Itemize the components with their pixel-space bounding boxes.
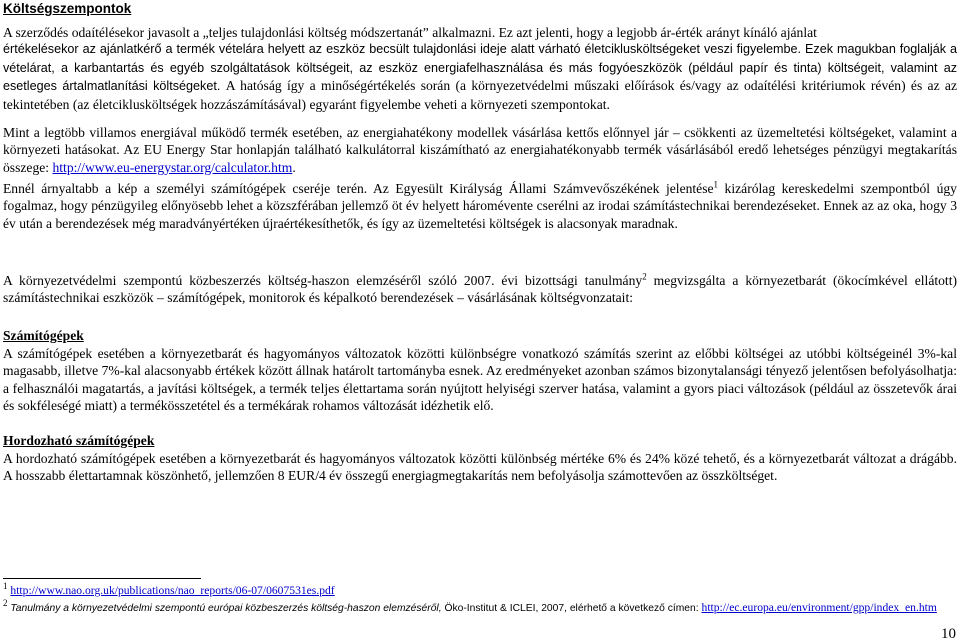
section-computers (3, 327, 957, 414)
page-number: 10 (941, 626, 956, 642)
footnote-ref-2[interactable]: 2 (642, 271, 647, 282)
paragraph-energy-star (3, 124, 957, 176)
footnote-number: 2 (3, 598, 8, 609)
gpp-link[interactable]: http://ec.europa.eu/environment/gpp/index_en.htm (701, 601, 937, 614)
footnote-number: 1 (3, 581, 8, 592)
footnote-2 (3, 598, 957, 616)
text-span: A hatóság így a minőségértékelés során (a környezetvédelmi műszaki előírások és/vagy az odaítélési kritériumok révén) és az az tekintetében (az életciklusköltségek hozzászámításával) egyaránt figyelembe veheti a környezeti szempontokat. (3, 78, 958, 113)
footnote-divider (3, 578, 201, 579)
paragraph-study (3, 272, 957, 307)
section-laptops (3, 432, 957, 485)
nao-report-link[interactable]: http://www.nao.org.uk/publications/nao_reports/06-07/0607531es.pdf (10, 584, 335, 597)
text-span: A szerződés odaítélésekor javasolt a „teljes tulajdonlási költség módszertanát” alkalmazni. Ez azt jelenti, hogy a legjobb ár-érték arányt kínáló ajánlat (3, 25, 817, 40)
subheading-computers: Számítógépek (3, 328, 84, 343)
footnote-source: Öko-Institut & ICLEI, 2007, elérhető a következő címen: (444, 603, 699, 614)
subheading-laptops: Hordozható számítógépek (3, 433, 155, 448)
paragraph-computers: A számítógépek esetében a környezetbarát és hagyományos változatok közötti különbségre vonatkozó számítás szerint az előbbi költségei az utóbbi költségeinél 3%-kal magasabb, illetve 7%-kal alacsonyabb értékek között állnak határolt tartományba esnek. Az eredményeket azonban számos bizonytalansági tényező jelentősen befolyásolhatja: a felhasználói magatartás, a javítási költségek, a termék teljes élettartama során nyújtott helyiségi szerver hatása, valamint a gyors piaci változások (például az összetevők árai és sokféleségé miatt) a termékösszetétel és a termékárak rohamos változását idézhetik elő. (3, 346, 957, 413)
footnote-1 (3, 581, 957, 598)
text-span: értékelésekor az ajánlatkérő a termék vételára helyett az eszköz becsült tulajdonlási ideje alatt várható életciklusköltségeket veszi figyelembe. Ezek magukban foglalják a vételárat, a karbantartás és egyéb szolgáltatások költségeit, az eszköz energiafelhasználása és más fogyóeszközök (például papír és tinta) költségeit, valamint az esetleges ártalmatlanítási költségeket. (3, 42, 957, 94)
text-span: Mint a legtöbb villamos energiával működő termék esetében, az energiahatékony modellek vásárlása kettős előnnyel jár – csökkenti az üzemeltetési költségeket, valamint a környezeti hatásokat. Az EU Energy Star honlapján található kalkulátorral kiszámítható az energiahatékonyabb termék vásárlásából eredő lehetséges pénzügyi megtakarítás összege: (3, 125, 957, 175)
paragraph-text-sans (3, 40, 957, 114)
section-heading: Költségszempontok (3, 1, 132, 16)
paragraph-laptops: A hordozható számítógépek esetében a környezetbarát és hagyományos változatok közötti különbség mértéke 6% és 24% közé tehető, és a környezetbarát változat a drágább. A hosszabb élettartamnak köszönhető, jellemzően 8 EUR/4 év összegű energiagmegtakarítás nem befolyásolja számottevően az összköltséget. (3, 451, 957, 484)
text-span: . (292, 159, 296, 175)
paragraph-text (3, 24, 957, 41)
energystar-link[interactable]: http://www.eu-energystar.org/calculator.htm (52, 159, 293, 175)
footnote-title: Tanulmány a környezetvédelmi szempontú európai közbeszerzés költség-haszon elemzéséről, (10, 603, 442, 614)
text-span: megvizsgálta a környezetbarát (ökocímkével ellátott) számítástechnikai eszközök – számítógépek, monitorok és képalkotó berendezések – vásárlásának költségvonzatait: (3, 273, 958, 306)
text-span: kizárólag kereskedelmi szempontból úgy fogalmaz, hogy pénzügyileg előnyösebb lehet a közszférában jellemző öt év helyett háromévente cserélni az irodai számítástechnikai berendezéseket. Ennek az az oka, hogy 3 év után a berendezések még maradványértéken újraértékesíthetők, és így az üzemeltetési költségek is alacsonyak maradnak. (3, 181, 957, 231)
text-span: A környezetvédelmi szempontú közbeszerzés költség-haszon elemzéséről szóló 2007. évi bizottsági tanulmány (3, 273, 643, 288)
paragraph-pc-replacement (3, 180, 957, 232)
paragraph-lifecycle-cost (3, 24, 957, 115)
footnote-ref-1[interactable]: 1 (713, 179, 719, 190)
text-span: Ennél árnyaltabb a kép a személyi számítógépek cseréje terén. Az Egyesült Királyság Állami Számvevőszékének jelentése (3, 181, 714, 196)
